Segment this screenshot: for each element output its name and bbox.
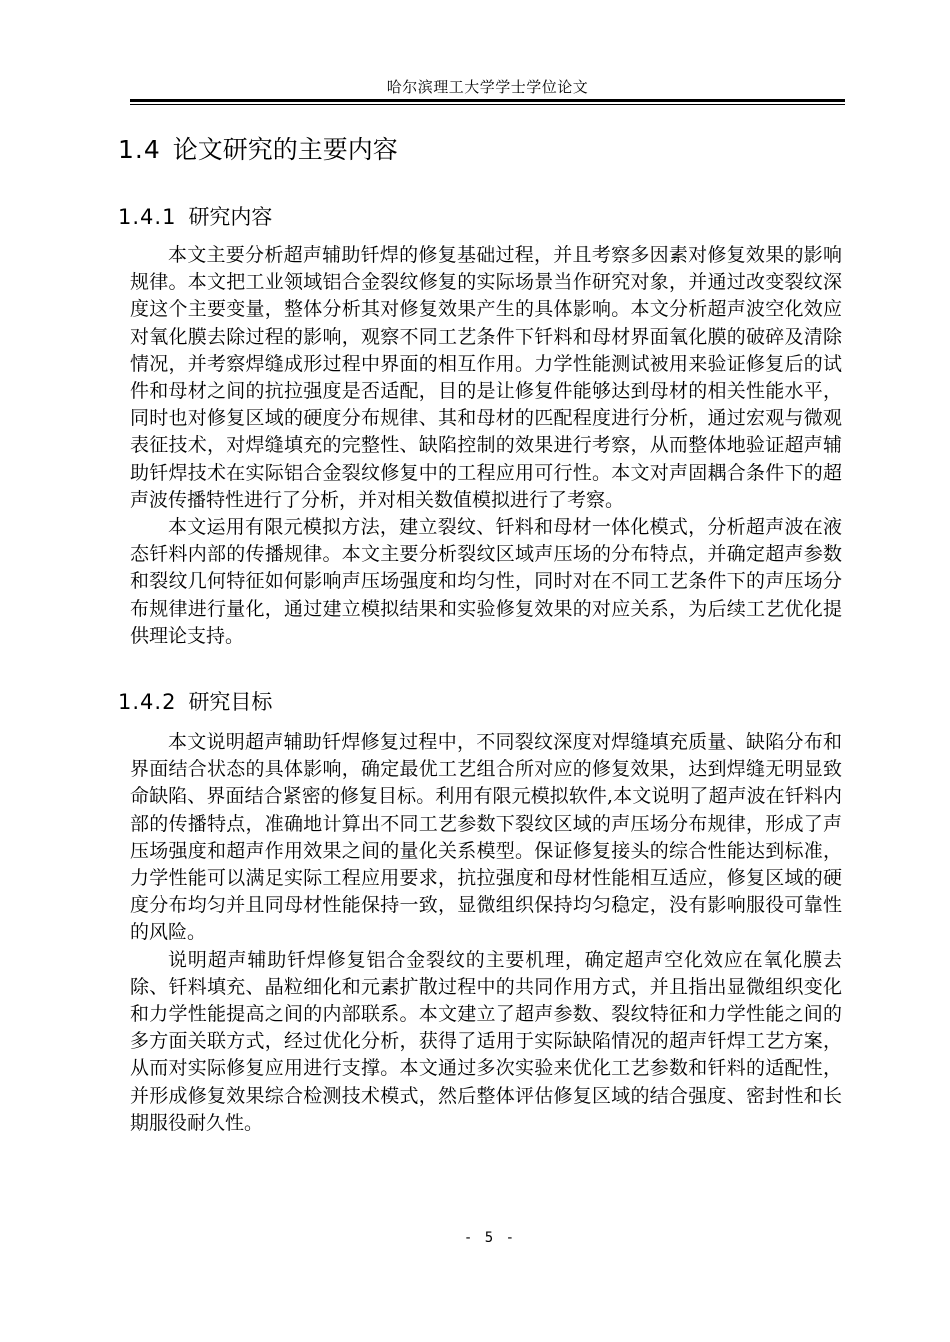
- subsection-number: 1.4.1: [118, 205, 177, 229]
- body-paragraph: 说明超声辅助钎焊修复铝合金裂纹的主要机理，确定超声空化效应在氧化膜去除、钎料填充、晶粒细化和元素扩散过程中的共同作用方式，并且指出显微组织变化和力学性能提高之间的内部联系。本文建立了超声参数、裂纹特征和力学性能之间的多方面关联方式，经过优化分析，获得了适用于实际缺陷情况的超声钎焊工艺方案，从而对实际修复应用进行支撑。本文通过多次实验来优化工艺参数和钎料的适配性，并形成修复效果综合检测技术模式，然后整体评估修复区域的结合强度、密封性和长期服役耐久性。: [130, 948, 842, 1134]
- section-heading: [118, 133, 398, 167]
- header-rule-thick: [130, 99, 845, 102]
- header-rule-thin: [130, 104, 845, 105]
- section-title: 论文研究的主要内容: [172, 135, 398, 164]
- subsection-title: 研究内容: [188, 205, 273, 229]
- subsection-number: 1.4.2: [118, 690, 177, 714]
- section-number: 1.4: [118, 135, 161, 164]
- running-header: 哈尔滨理工大学学士学位论文: [386, 78, 589, 96]
- body-paragraph: 本文运用有限元模拟方法，建立裂纹、钎料和母材一体化模式，分析超声波在液态钎料内部的传播规律。本文主要分析裂纹区域声压场的分布特点，并确定超声参数和裂纹几何特征如何影响声压场强度和均匀性，同时对在不同工艺条件下的声压场分布规律进行量化，通过建立模拟结果和实验修复效果的对应关系，为后续工艺优化提供理论支持。: [130, 516, 842, 647]
- body-paragraph: 本文说明超声辅助钎焊修复过程中，不同裂纹深度对焊缝填充质量、缺陷分布和界面结合状态的具体影响，确定最优工艺组合所对应的修复效果，达到焊缝无明显致命缺陷、界面结合紧密的修复目标。利用有限元模拟软件,本文说明了超声波在钎料内部的传播特点，准确地计算出不同工艺参数下裂纹区域的声压场分布规律，形成了声压场强度和超声作用效果之间的量化关系模型。保证修复接头的综合性能达到标准，力学性能可以满足实际工程应用要求，抗拉强度和母材性能相互适应，修复区域的硬度分布均匀并且同母材性能保持一致，显微组织保持均匀稳定，没有影响服役可靠性的风险。: [130, 731, 842, 944]
- subsection-title: 研究目标: [188, 690, 273, 714]
- subsection-heading-research-goals: [118, 687, 272, 717]
- body-paragraph: 本文主要分析超声辅助钎焊的修复基础过程，并且考察多因素对修复效果的影响规律。本文把工业领域铝合金裂纹修复的实际场景当作研究对象，并通过改变裂纹深度这个主要变量，整体分析其对修复效果产生的具体影响。本文分析超声波空化效应对氧化膜去除过程的影响，观察不同工艺条件下钎料和母材界面氧化膜的破碎及清除情况，并考察焊缝成形过程中界面的相互作用。力学性能测试被用来验证修复后的试件和母材之间的抗拉强度是否适配，目的是让修复件能够达到母材的相关性能水平，同时也对修复区域的硬度分布规律、其和母材的匹配程度进行分析，通过宏观与微观表征技术，对焊缝填充的完整性、缺陷控制的效果进行考察，从而整体地验证超声辅助钎焊技术在实际铝合金裂纹修复中的工程应用可行性。本文对声固耦合条件下的超声波传播特性进行了分析，并对相关数值模拟进行了考察。: [130, 244, 842, 511]
- research-goals-body: [130, 729, 842, 1137]
- subsection-heading-research-content: [118, 202, 272, 232]
- page-number: - 5 -: [463, 1230, 517, 1246]
- research-content-body: [130, 242, 842, 650]
